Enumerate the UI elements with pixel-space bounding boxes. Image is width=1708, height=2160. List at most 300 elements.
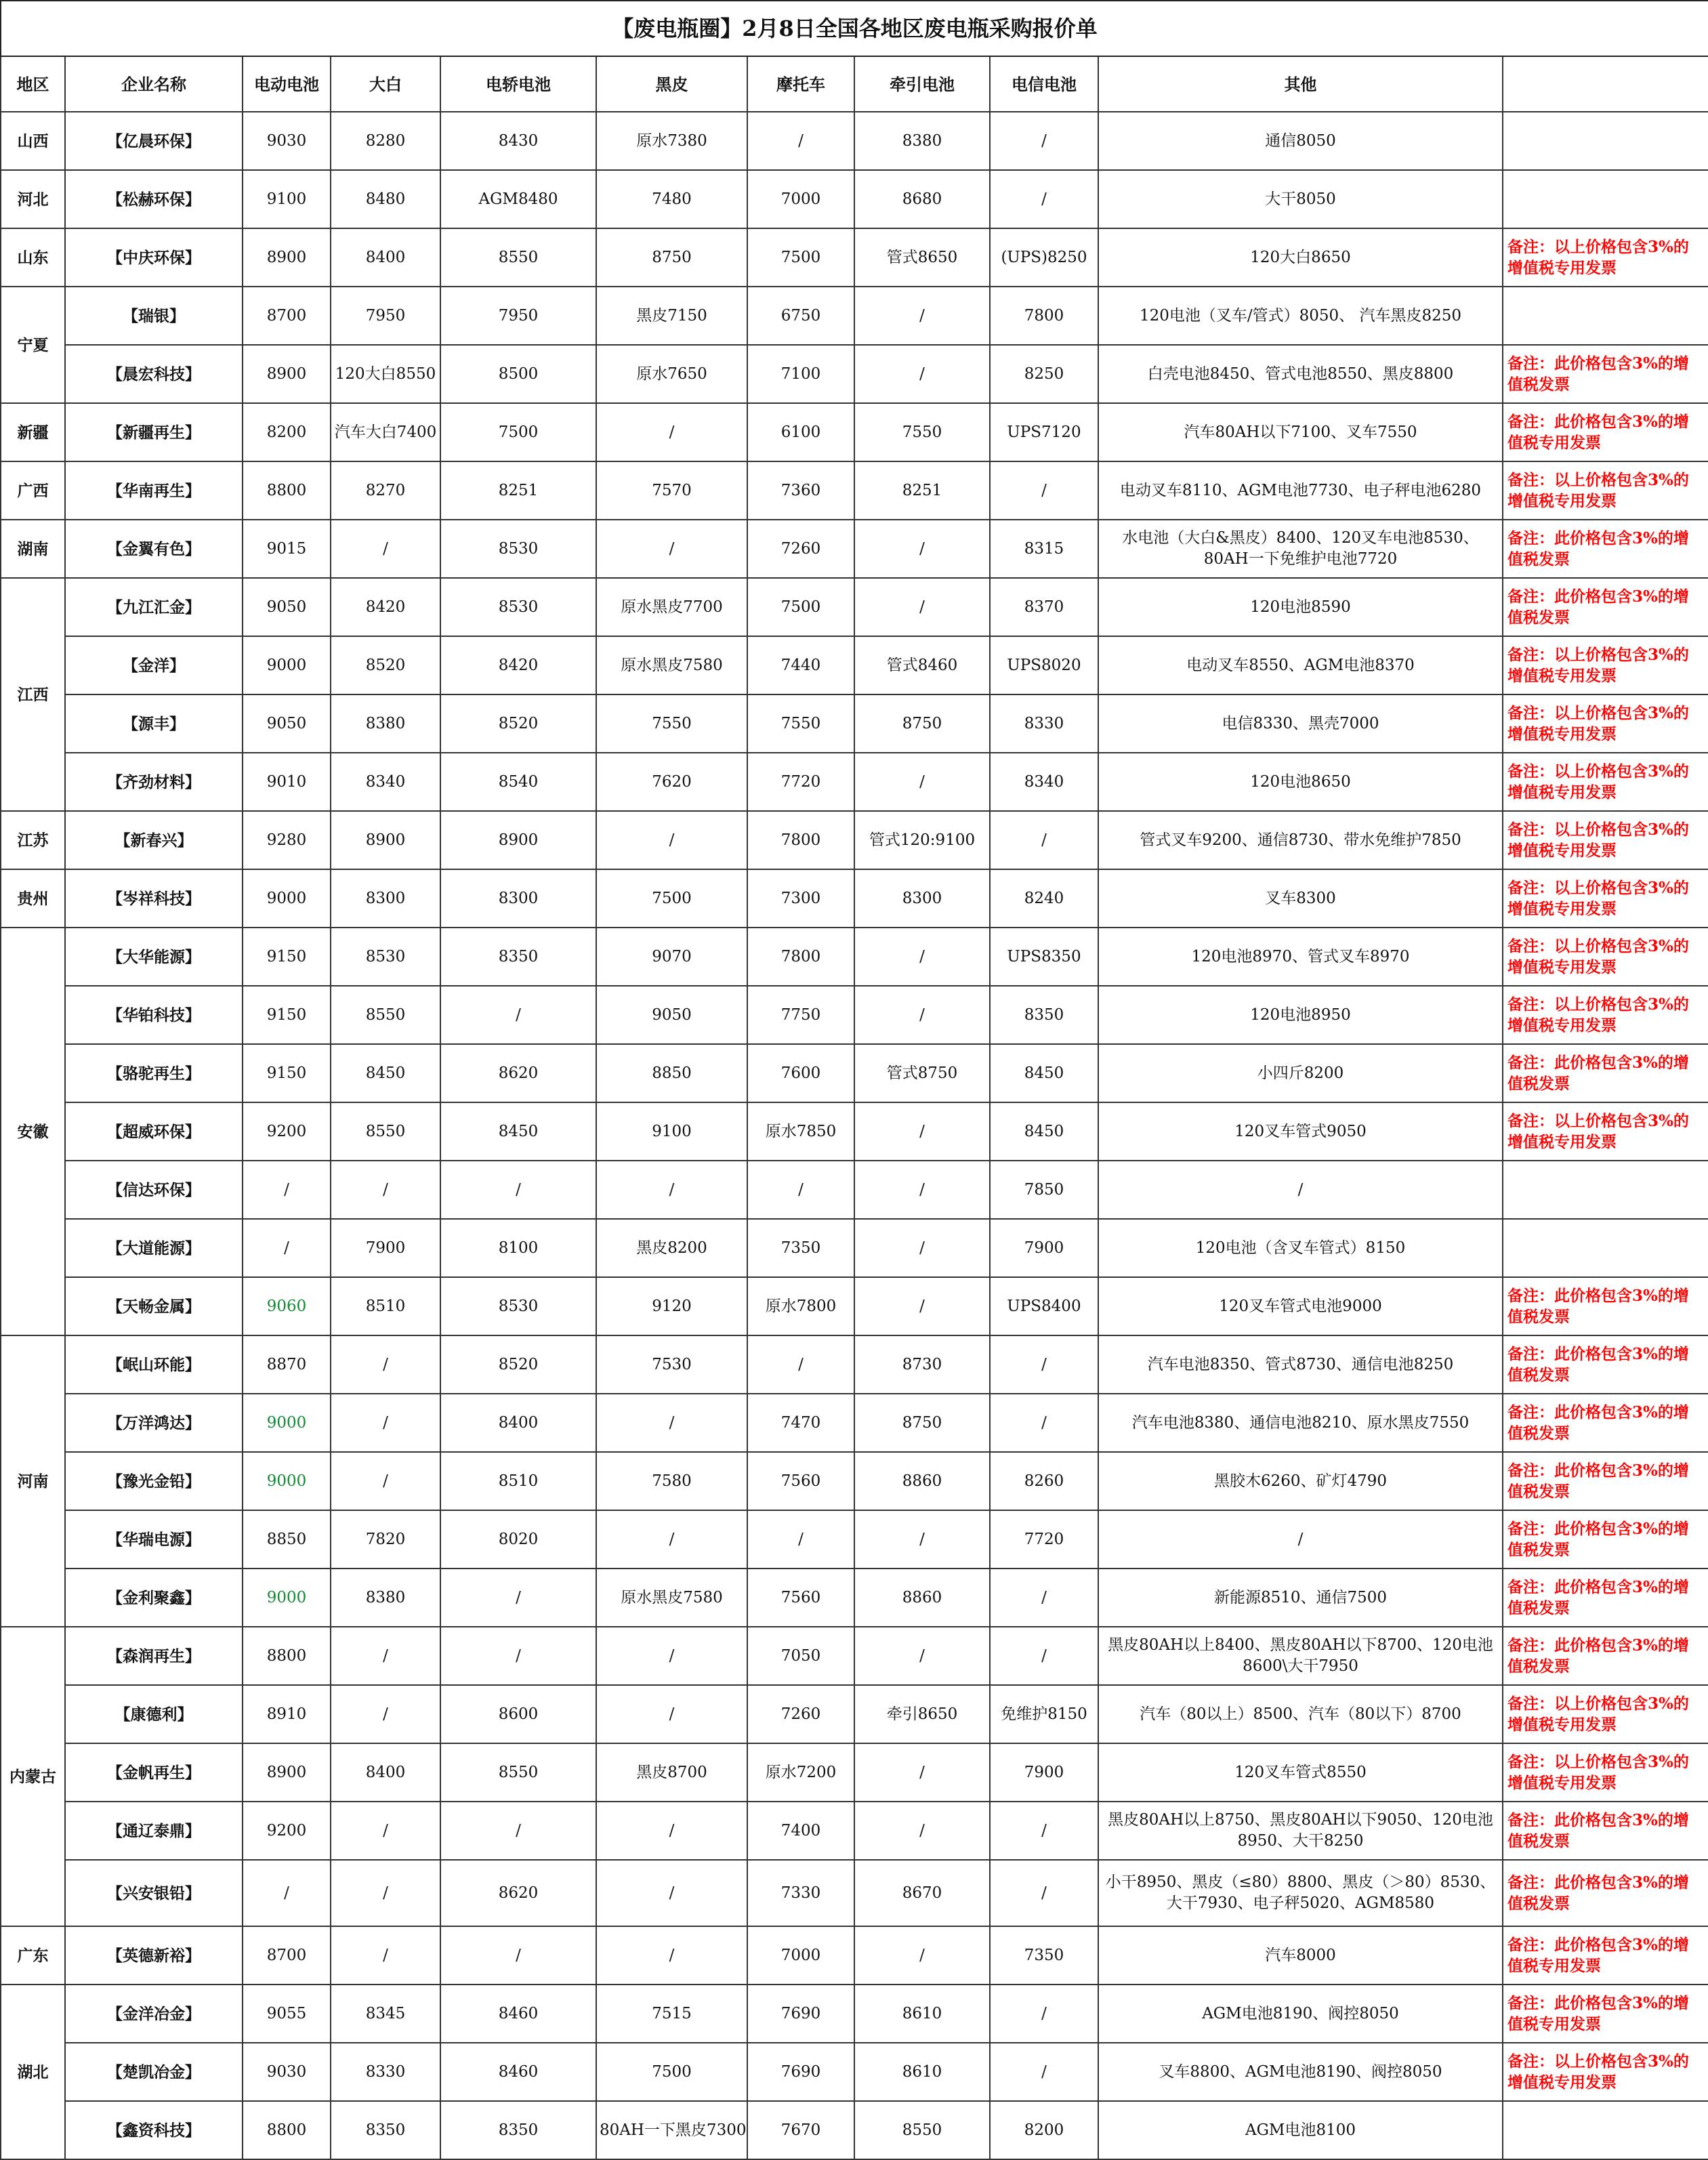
price-ev-battery: 9030: [243, 2043, 331, 2101]
price-telecom: UPS8350: [990, 928, 1098, 986]
region-cell: 新疆: [1, 403, 65, 461]
price-motorcycle: 7330: [747, 1860, 854, 1926]
price-motorcycle: 原水7200: [747, 1743, 854, 1802]
tax-note: 备注：以上价格包含3%的增值税专用发票: [1503, 1685, 1708, 1743]
company-name: 【岑祥科技】: [65, 869, 243, 928]
company-name: 【超威环保】: [65, 1102, 243, 1161]
price-dabai: /: [331, 1802, 440, 1860]
price-heipi: 原水黑皮7700: [596, 578, 747, 636]
tax-note: 备注：此价格包含3%的增值税发票: [1503, 1394, 1708, 1452]
tax-note: 备注：以上价格包含3%的增值税专用发票: [1503, 2043, 1708, 2101]
price-car-battery: 8400: [440, 1394, 596, 1452]
price-heipi: 黑皮8200: [596, 1219, 747, 1277]
price-ev-battery: 9030: [243, 112, 331, 170]
price-traction: /: [854, 1277, 990, 1335]
price-car-battery: 8620: [440, 1860, 596, 1926]
company-name: 【金洋】: [65, 636, 243, 694]
price-telecom: 7350: [990, 1926, 1098, 1985]
header-traction: 牵引电池: [854, 56, 990, 112]
price-motorcycle: 7550: [747, 694, 854, 753]
price-ev-battery: 9015: [243, 520, 331, 578]
price-ev-battery: 9000: [243, 1394, 331, 1452]
price-car-battery: 8460: [440, 1985, 596, 2043]
company-name: 【英德新裕】: [65, 1926, 243, 1985]
table-row: [1, 578, 1708, 636]
tax-note: 备注：此价格包含3%的增值税发票: [1503, 578, 1708, 636]
price-motorcycle: 7500: [747, 578, 854, 636]
price-traction: /: [854, 1802, 990, 1860]
price-car-battery: 8520: [440, 694, 596, 753]
price-ev-battery: 9000: [243, 636, 331, 694]
company-name: 【瑞银】: [65, 287, 243, 345]
table-row: [1, 1161, 1708, 1219]
price-heipi: /: [596, 1161, 747, 1219]
company-name: 【康德利】: [65, 1685, 243, 1743]
price-car-battery: /: [440, 1627, 596, 1685]
price-car-battery: AGM8480: [440, 170, 596, 228]
price-telecom: 8330: [990, 694, 1098, 753]
price-traction: /: [854, 986, 990, 1044]
company-name: 【鑫资科技】: [65, 2101, 243, 2159]
price-traction: 8750: [854, 694, 990, 753]
table-row: [1, 928, 1708, 986]
price-motorcycle: 7360: [747, 461, 854, 520]
region-cell: 山西: [1, 112, 65, 170]
company-name: 【通辽泰鼎】: [65, 1802, 243, 1860]
price-ev-battery: 8700: [243, 1926, 331, 1985]
price-dabai: /: [331, 1452, 440, 1510]
table-row: [1, 2043, 1708, 2101]
price-heipi: 8850: [596, 1044, 747, 1102]
price-ev-battery: 8900: [243, 228, 331, 287]
company-name: 【金帆再生】: [65, 1743, 243, 1802]
price-ev-battery: 9150: [243, 928, 331, 986]
company-name: 【华铂科技】: [65, 986, 243, 1044]
table-row: [1, 1102, 1708, 1161]
price-other: 叉车8800、AGM电池8190、阀控8050: [1098, 2043, 1503, 2101]
price-ev-battery: 9150: [243, 1044, 331, 1102]
price-motorcycle: 原水7800: [747, 1277, 854, 1335]
price-heipi: 7570: [596, 461, 747, 520]
price-car-battery: 8251: [440, 461, 596, 520]
price-car-battery: 8430: [440, 112, 596, 170]
price-telecom: /: [990, 461, 1098, 520]
company-name: 【金洋冶金】: [65, 1985, 243, 2043]
price-dabai: /: [331, 1335, 440, 1394]
price-heipi: 原水黑皮7580: [596, 636, 747, 694]
region-cell: 河北: [1, 170, 65, 228]
price-dabai: 120大白8550: [331, 345, 440, 403]
price-car-battery: 8530: [440, 1277, 596, 1335]
price-car-battery: 8460: [440, 2043, 596, 2101]
price-heipi: /: [596, 403, 747, 461]
price-traction: 8860: [854, 1569, 990, 1627]
price-dabai: 7900: [331, 1219, 440, 1277]
price-traction: 8380: [854, 112, 990, 170]
price-dabai: /: [331, 1394, 440, 1452]
tax-note: 备注：以上价格包含3%的增值税专用发票: [1503, 1102, 1708, 1161]
price-car-battery: 8530: [440, 578, 596, 636]
price-telecom: /: [990, 2043, 1098, 2101]
table-row: [1, 1452, 1708, 1510]
price-dabai: 8300: [331, 869, 440, 928]
price-motorcycle: 7750: [747, 986, 854, 1044]
price-motorcycle: 7300: [747, 869, 854, 928]
price-other: 120电池8970、管式叉车8970: [1098, 928, 1503, 986]
price-ev-battery: /: [243, 1161, 331, 1219]
price-motorcycle: 7800: [747, 811, 854, 869]
price-car-battery: /: [440, 1926, 596, 1985]
price-ev-battery: 9050: [243, 694, 331, 753]
price-other: 水电池（大白&黑皮）8400、120叉车电池8530、80AH一下免维护电池7720: [1098, 520, 1503, 578]
company-name: 【金翼有色】: [65, 520, 243, 578]
price-ev-battery: 8900: [243, 1743, 331, 1802]
price-car-battery: 8420: [440, 636, 596, 694]
tax-note: 备注：以上价格包含3%的增值税专用发票: [1503, 636, 1708, 694]
header-telecom: 电信电池: [990, 56, 1098, 112]
tax-note: 备注：此价格包含3%的增值税发票: [1503, 1044, 1708, 1102]
price-ev-battery: 9200: [243, 1802, 331, 1860]
price-motorcycle: 7000: [747, 1926, 854, 1985]
price-heipi: /: [596, 1627, 747, 1685]
price-motorcycle: 7800: [747, 928, 854, 986]
price-heipi: 9100: [596, 1102, 747, 1161]
price-telecom: /: [990, 1569, 1098, 1627]
table-row: [1, 869, 1708, 928]
price-car-battery: 8530: [440, 520, 596, 578]
price-telecom: UPS8020: [990, 636, 1098, 694]
tax-note: 备注：此价格包含3%的增值税发票: [1503, 1569, 1708, 1627]
price-heipi: /: [596, 1802, 747, 1860]
tax-note: 备注：此价格包含3%的增值税发票: [1503, 1802, 1708, 1860]
tax-note: 备注：此价格包含3%的增值税发票: [1503, 1510, 1708, 1569]
price-dabai: /: [331, 1685, 440, 1743]
price-traction: /: [854, 1743, 990, 1802]
price-ev-battery: 8910: [243, 1685, 331, 1743]
company-name: 【信达环保】: [65, 1161, 243, 1219]
price-ev-battery: /: [243, 1219, 331, 1277]
price-car-battery: 8350: [440, 928, 596, 986]
tax-note: 备注：此价格包含3%的增值税发票: [1503, 1335, 1708, 1394]
price-telecom: 8450: [990, 1044, 1098, 1102]
price-heipi: 黑皮8700: [596, 1743, 747, 1802]
price-other: 汽车电池8380、通信电池8210、原水黑皮7550: [1098, 1394, 1503, 1452]
price-telecom: 8450: [990, 1102, 1098, 1161]
price-other: 电动叉车8110、AGM电池7730、电子秤电池6280: [1098, 461, 1503, 520]
price-car-battery: 8300: [440, 869, 596, 928]
price-motorcycle: 7670: [747, 2101, 854, 2159]
price-dabai: 8900: [331, 811, 440, 869]
price-ev-battery: 9200: [243, 1102, 331, 1161]
price-other: /: [1098, 1161, 1503, 1219]
table-row: [1, 694, 1708, 753]
price-traction: /: [854, 578, 990, 636]
price-heipi: /: [596, 1860, 747, 1926]
price-motorcycle: /: [747, 1335, 854, 1394]
price-telecom: /: [990, 1335, 1098, 1394]
price-telecom: /: [990, 1985, 1098, 2043]
table-row: [1, 986, 1708, 1044]
price-dabai: 8550: [331, 1102, 440, 1161]
tax-note: [1503, 287, 1708, 345]
price-dabai: 8480: [331, 170, 440, 228]
price-dabai: 8420: [331, 578, 440, 636]
company-name: 【森润再生】: [65, 1627, 243, 1685]
region-cell: 湖北: [1, 1985, 65, 2159]
price-dabai: 8520: [331, 636, 440, 694]
company-name: 【亿晨环保】: [65, 112, 243, 170]
price-dabai: /: [331, 520, 440, 578]
price-traction: 牵引8650: [854, 1685, 990, 1743]
price-telecom: 8250: [990, 345, 1098, 403]
price-motorcycle: 7440: [747, 636, 854, 694]
price-traction: 8550: [854, 2101, 990, 2159]
price-ev-battery: 9010: [243, 753, 331, 811]
price-ev-battery: 9060: [243, 1277, 331, 1335]
price-motorcycle: 7690: [747, 1985, 854, 2043]
price-other: 电信8330、黑壳7000: [1098, 694, 1503, 753]
tax-note: 备注：此价格包含3%的增值税发票: [1503, 1452, 1708, 1510]
tax-note: [1503, 1161, 1708, 1219]
price-motorcycle: 7100: [747, 345, 854, 403]
price-motorcycle: 7500: [747, 228, 854, 287]
price-motorcycle: 7470: [747, 1394, 854, 1452]
price-heipi: 原水黑皮7580: [596, 1569, 747, 1627]
price-motorcycle: 7350: [747, 1219, 854, 1277]
company-name: 【金利聚鑫】: [65, 1569, 243, 1627]
region-cell: 内蒙古: [1, 1627, 65, 1926]
price-car-battery: 8350: [440, 2101, 596, 2159]
price-heipi: /: [596, 811, 747, 869]
tax-note: 备注：此价格包含3%的增值税发票: [1503, 1277, 1708, 1335]
price-telecom: UPS7120: [990, 403, 1098, 461]
company-name: 【豫光金铅】: [65, 1452, 243, 1510]
region-cell: 宁夏: [1, 287, 65, 403]
price-ev-battery: 8800: [243, 2101, 331, 2159]
region-cell: 山东: [1, 228, 65, 287]
price-traction: 8300: [854, 869, 990, 928]
region-cell: 贵州: [1, 869, 65, 928]
price-heipi: 7620: [596, 753, 747, 811]
table-row: [1, 1860, 1708, 1926]
table-row: [1, 345, 1708, 403]
price-heipi: 7500: [596, 869, 747, 928]
price-dabai: /: [331, 1860, 440, 1926]
price-other: 叉车8300: [1098, 869, 1503, 928]
price-telecom: 7720: [990, 1510, 1098, 1569]
price-dabai: 8550: [331, 986, 440, 1044]
price-car-battery: 8550: [440, 1743, 596, 1802]
price-other: 黑皮80AH以上8750、黑皮80AH以下9050、120电池8950、大干8250: [1098, 1802, 1503, 1860]
tax-note: 备注：以上价格包含3%的增值税专用发票: [1503, 694, 1708, 753]
header-row: [1, 56, 1708, 112]
price-motorcycle: 7600: [747, 1044, 854, 1102]
price-ev-battery: 9000: [243, 1452, 331, 1510]
price-other: 白壳电池8450、管式电池8550、黑皮8800: [1098, 345, 1503, 403]
tax-note: [1503, 2101, 1708, 2159]
company-name: 【天畅金属】: [65, 1277, 243, 1335]
tax-note: 备注：此价格包含3%的增值税专用发票: [1503, 1926, 1708, 1985]
price-telecom: 7900: [990, 1743, 1098, 1802]
price-other: AGM电池8100: [1098, 2101, 1503, 2159]
price-heipi: /: [596, 1685, 747, 1743]
tax-note: 备注：以上价格包含3%的增值税专用发票: [1503, 461, 1708, 520]
price-traction: 8610: [854, 1985, 990, 2043]
header-note: [1503, 56, 1708, 112]
price-heipi: 原水7650: [596, 345, 747, 403]
price-other: 通信8050: [1098, 112, 1503, 170]
price-telecom: UPS8400: [990, 1277, 1098, 1335]
table-row: [1, 112, 1708, 170]
tax-note: 备注：此价格包含3%的增值税发票: [1503, 345, 1708, 403]
price-telecom: /: [990, 170, 1098, 228]
price-traction: 8251: [854, 461, 990, 520]
price-heipi: 黑皮7150: [596, 287, 747, 345]
price-traction: 管式8460: [854, 636, 990, 694]
price-other: 汽车80AH以下7100、叉车7550: [1098, 403, 1503, 461]
price-motorcycle: 7560: [747, 1452, 854, 1510]
price-dabai: 8450: [331, 1044, 440, 1102]
price-traction: 8750: [854, 1394, 990, 1452]
price-telecom: 8260: [990, 1452, 1098, 1510]
price-telecom: 7900: [990, 1219, 1098, 1277]
company-name: 【新春兴】: [65, 811, 243, 869]
table-row: [1, 636, 1708, 694]
table-row: [1, 1627, 1708, 1685]
price-telecom: 8240: [990, 869, 1098, 928]
price-other: 电动叉车8550、AGM电池8370: [1098, 636, 1503, 694]
tax-note: 备注：以上价格包含3%的增值税专用发票: [1503, 753, 1708, 811]
price-ev-battery: 8800: [243, 461, 331, 520]
price-dabai: 8270: [331, 461, 440, 520]
price-ev-battery: 8900: [243, 345, 331, 403]
price-telecom: (UPS)8250: [990, 228, 1098, 287]
price-car-battery: 7950: [440, 287, 596, 345]
price-car-battery: 8510: [440, 1452, 596, 1510]
tax-note: 备注：以上价格包含3%的增值税专用发票: [1503, 869, 1708, 928]
price-traction: /: [854, 1926, 990, 1985]
price-ev-battery: 8800: [243, 1627, 331, 1685]
price-car-battery: 8100: [440, 1219, 596, 1277]
price-dabai: 8530: [331, 928, 440, 986]
price-heipi: /: [596, 1510, 747, 1569]
table-row: [1, 1335, 1708, 1394]
price-other: 大干8050: [1098, 170, 1503, 228]
price-traction: 8730: [854, 1335, 990, 1394]
price-car-battery: 8450: [440, 1102, 596, 1161]
price-telecom: 8370: [990, 578, 1098, 636]
company-name: 【楚凯冶金】: [65, 2043, 243, 2101]
price-motorcycle: 原水7850: [747, 1102, 854, 1161]
price-other: 汽车（80以上）8500、汽车（80以下）8700: [1098, 1685, 1503, 1743]
price-traction: 管式120:9100: [854, 811, 990, 869]
price-car-battery: /: [440, 1569, 596, 1627]
price-motorcycle: 7000: [747, 170, 854, 228]
price-motorcycle: 7050: [747, 1627, 854, 1685]
price-motorcycle: 6750: [747, 287, 854, 345]
company-name: 【松赫环保】: [65, 170, 243, 228]
price-telecom: 7800: [990, 287, 1098, 345]
price-car-battery: 7500: [440, 403, 596, 461]
header-region: 地区: [1, 56, 65, 112]
region-cell: 河南: [1, 1335, 65, 1627]
price-heipi: 8750: [596, 228, 747, 287]
title-row: [1, 1, 1708, 56]
price-telecom: /: [990, 1627, 1098, 1685]
header-heipi: 黑皮: [596, 56, 747, 112]
price-dabai: 8345: [331, 1985, 440, 2043]
price-car-battery: 8620: [440, 1044, 596, 1102]
price-telecom: 8340: [990, 753, 1098, 811]
table-row: [1, 1219, 1708, 1277]
price-other: 120电池8590: [1098, 578, 1503, 636]
company-name: 【骆驼再生】: [65, 1044, 243, 1102]
price-telecom: 8350: [990, 986, 1098, 1044]
region-cell: 广东: [1, 1926, 65, 1985]
price-dabai: 8380: [331, 694, 440, 753]
tax-note: 备注：此价格包含3%的增值税专用发票: [1503, 1985, 1708, 2043]
price-other: 新能源8510、通信7500: [1098, 1569, 1503, 1627]
price-other: 120大白8650: [1098, 228, 1503, 287]
price-traction: /: [854, 1219, 990, 1277]
price-dabai: 8280: [331, 112, 440, 170]
region-cell: 江苏: [1, 811, 65, 869]
table-row: [1, 1985, 1708, 2043]
company-name: 【岷山环能】: [65, 1335, 243, 1394]
tax-note: [1503, 112, 1708, 170]
price-ev-battery: 9050: [243, 578, 331, 636]
price-ev-battery: 8700: [243, 287, 331, 345]
price-dabai: 7820: [331, 1510, 440, 1569]
price-other: 120电池8950: [1098, 986, 1503, 1044]
price-car-battery: /: [440, 1802, 596, 1860]
price-ev-battery: 9000: [243, 869, 331, 928]
price-car-battery: 8020: [440, 1510, 596, 1569]
region-cell: 安徽: [1, 928, 65, 1335]
price-traction: 7550: [854, 403, 990, 461]
table-body: [1, 1, 1708, 2159]
tax-note: 备注：此价格包含3%的增值税发票: [1503, 520, 1708, 578]
company-name: 【齐劲材料】: [65, 753, 243, 811]
company-name: 【大华能源】: [65, 928, 243, 986]
price-motorcycle: 7260: [747, 520, 854, 578]
price-ev-battery: 9280: [243, 811, 331, 869]
price-other: 黑皮80AH以上8400、黑皮80AH以下8700、120电池8600\大干7950: [1098, 1627, 1503, 1685]
price-traction: 管式8750: [854, 1044, 990, 1102]
tax-note: 备注：此价格包含3%的增值税发票: [1503, 1860, 1708, 1926]
company-name: 【源丰】: [65, 694, 243, 753]
company-name: 【华瑞电源】: [65, 1510, 243, 1569]
price-heipi: 80AH一下黑皮7300: [596, 2101, 747, 2159]
price-telecom: /: [990, 811, 1098, 869]
table-row: [1, 2101, 1708, 2159]
price-other: 120电池（含叉车管式）8150: [1098, 1219, 1503, 1277]
price-other: 120电池（叉车/管式）8050、 汽车黑皮8250: [1098, 287, 1503, 345]
tax-note: [1503, 170, 1708, 228]
table-row: [1, 287, 1708, 345]
price-dabai: 8380: [331, 1569, 440, 1627]
price-ev-battery: 8200: [243, 403, 331, 461]
table-row: [1, 1569, 1708, 1627]
price-dabai: 8400: [331, 1743, 440, 1802]
price-car-battery: 8900: [440, 811, 596, 869]
price-heipi: 7550: [596, 694, 747, 753]
header-other: 其他: [1098, 56, 1503, 112]
price-motorcycle: /: [747, 1510, 854, 1569]
price-motorcycle: /: [747, 112, 854, 170]
price-other: 小四斤8200: [1098, 1044, 1503, 1102]
price-motorcycle: /: [747, 1161, 854, 1219]
